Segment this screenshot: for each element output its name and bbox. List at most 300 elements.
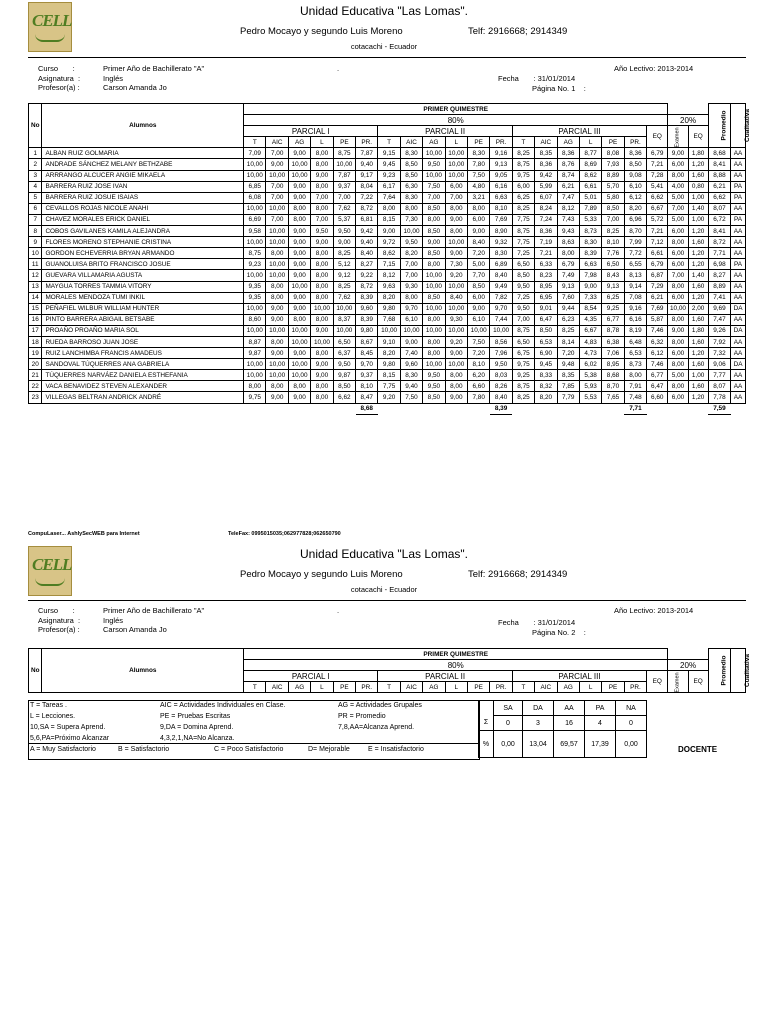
grade-cell: 6,10 <box>400 314 422 325</box>
student-row <box>29 148 746 159</box>
grade-cell: 8,67 <box>356 336 378 347</box>
grade-cell: 8,27 <box>708 270 730 281</box>
school-city: cotacachi - Ecuador <box>350 42 418 51</box>
grade-cell: 9,00 <box>266 159 288 170</box>
grade-cell: 10,00 <box>266 359 288 370</box>
grade-cell: 7,21 <box>647 226 668 237</box>
grade-cell: 8,37 <box>333 314 355 325</box>
grade-cell: 6,25 <box>512 192 534 203</box>
grade-cell: 6,81 <box>356 214 378 225</box>
grade-cell: AA <box>731 226 746 237</box>
grade-cell: 8,13 <box>624 270 646 281</box>
grade-cell: 9,00 <box>288 192 310 203</box>
grade-cell: 5,38 <box>579 370 601 381</box>
grade-cell: AA <box>731 348 746 359</box>
grade-cell: 9,70 <box>356 359 378 370</box>
grade-cell: 8,00 <box>311 148 333 159</box>
grade-cell: 8,00 <box>311 292 333 303</box>
grade-cell: 7,00 <box>445 192 467 203</box>
grade-cell: DA <box>731 325 746 336</box>
subject-value: Inglés <box>103 73 124 83</box>
student-row <box>29 303 746 314</box>
grade-cell: 8,00 <box>467 203 489 214</box>
grade-cell: 10,00 <box>445 303 467 314</box>
grade-cell: 9,25 <box>512 370 534 381</box>
grade-cell: 3,21 <box>467 192 489 203</box>
grade-cell: 7,00 <box>311 214 333 225</box>
grade-cell: 8,50 <box>624 159 646 170</box>
grade-cell: 7,00 <box>602 214 624 225</box>
grade-cell: 5,00 <box>668 370 688 381</box>
grade-cell: 8,95 <box>602 359 624 370</box>
grade-cell: 17 <box>29 325 42 336</box>
grade-cell: 6,21 <box>557 181 579 192</box>
grade-cell: PA <box>731 214 746 225</box>
grade-cell: 8,45 <box>356 348 378 359</box>
summary-table: SA DA AA PA NA Σ 0 3 16 4 0 % 0,00 13,04 69,57 17,39 0,00 <box>478 700 647 758</box>
grade-cell: 8,75 <box>244 248 266 259</box>
grade-cell: 10,00 <box>333 325 355 336</box>
grade-cell: 6,00 <box>668 292 688 303</box>
teacher-value: Carson Amanda Jo <box>103 83 167 92</box>
grade-cell: 8,00 <box>266 248 288 259</box>
grade-cell: 9,00 <box>445 348 467 359</box>
grade-cell: 8,47 <box>356 392 378 403</box>
student-name: VACA BENAVIDEZ STEVEN ALEXANDER <box>42 381 244 392</box>
grade-cell: 10,00 <box>288 325 310 336</box>
grade-cell: 6,16 <box>624 314 646 325</box>
grade-cell: 8,73 <box>579 226 601 237</box>
grade-cell: 4,73 <box>579 348 601 359</box>
grade-cell: 8,00 <box>311 270 333 281</box>
totals-row <box>29 403 746 414</box>
grade-cell: 7,32 <box>708 348 730 359</box>
grade-cell: 9,00 <box>579 281 601 292</box>
grade-cell: 7,00 <box>266 181 288 192</box>
grade-cell: 16 <box>29 314 42 325</box>
grade-cell: 8,30 <box>400 370 422 381</box>
grade-cell: 6,12 <box>647 348 668 359</box>
student-name: GORDON ECHEVERRIA BRYAN ARMANDO <box>42 248 244 259</box>
grade-cell: 6,30 <box>400 181 422 192</box>
grade-cell: 8,26 <box>490 381 512 392</box>
grade-cell: 7,70 <box>467 270 489 281</box>
grade-cell: AA <box>731 292 746 303</box>
col-header: L <box>311 137 333 148</box>
student-row <box>29 159 746 170</box>
grade-cell: 8,15 <box>378 370 400 381</box>
student-row <box>29 214 746 225</box>
grade-cell: PA <box>731 181 746 192</box>
grade-cell: 8,25 <box>602 226 624 237</box>
grade-cell: 9,01 <box>535 303 557 314</box>
col-header: T <box>244 682 266 693</box>
student-row <box>29 336 746 347</box>
student-name: GUANOLUISA BRITO FRANCISCO JOSUE <box>42 259 244 270</box>
grade-cell: 7,80 <box>467 392 489 403</box>
grade-cell: 1,20 <box>688 348 708 359</box>
grade-cell: 8,20 <box>535 392 557 403</box>
grade-cell: 10,00 <box>288 170 310 181</box>
grade-cell: 8,72 <box>708 237 730 248</box>
col-header: L <box>445 137 467 148</box>
docente-signature-label: DOCENTE <box>678 745 718 754</box>
grade-cell: 8,40 <box>490 392 512 403</box>
grade-cell: 7,28 <box>647 170 668 181</box>
grade-cell: 10,00 <box>288 281 310 292</box>
grade-cell: 7,48 <box>624 392 646 403</box>
school-logo-2: CELL <box>28 546 72 596</box>
grade-cell: 10,00 <box>266 203 288 214</box>
student-name: ALBAN RUIZ GOLMARIA <box>42 148 244 159</box>
grade-cell: 7,76 <box>602 248 624 259</box>
grade-cell: 9,60 <box>400 359 422 370</box>
grade-cell: 9,00 <box>266 392 288 403</box>
grade-cell: 6,53 <box>535 336 557 347</box>
grade-cell: 8,15 <box>378 214 400 225</box>
grade-cell: 8,00 <box>311 314 333 325</box>
grade-cell: 9,00 <box>266 303 288 314</box>
grade-cell: 9,14 <box>624 281 646 292</box>
grade-cell: 6,00 <box>668 348 688 359</box>
grade-cell: 9,15 <box>378 148 400 159</box>
grade-cell: 6,75 <box>512 348 534 359</box>
grade-cell: 8,00 <box>311 381 333 392</box>
grade-cell: 9,00 <box>668 148 688 159</box>
grade-cell: 7,87 <box>356 148 378 159</box>
grade-cell: 8,30 <box>490 248 512 259</box>
col-header: AIC <box>535 137 557 148</box>
footer-software: CompuLaser... AshlySecWEB para Internet <box>28 531 140 537</box>
grade-cell: 9,06 <box>708 359 730 370</box>
grade-cell: 10,00 <box>288 336 310 347</box>
grade-cell: 8,00 <box>266 292 288 303</box>
grade-cell: 6,61 <box>579 181 601 192</box>
grade-cell: 6,77 <box>647 370 668 381</box>
grade-cell: 10,00 <box>288 359 310 370</box>
grade-cell: 8,50 <box>333 381 355 392</box>
grade-cell: 14 <box>29 292 42 303</box>
grade-cell: 10,00 <box>266 237 288 248</box>
grade-cell: 7,41 <box>708 292 730 303</box>
school-logo: CELL <box>28 2 72 52</box>
grade-cell: 5,00 <box>467 259 489 270</box>
grade-cell: 8,25 <box>512 392 534 403</box>
info-labels-2: Curso : Asignatura : Profesor(a) : <box>38 606 81 634</box>
grade-cell: 9,25 <box>602 303 624 314</box>
grade-cell: 9,50 <box>512 303 534 314</box>
col-header: PR. <box>624 682 646 693</box>
grade-cell: 9,30 <box>445 314 467 325</box>
grade-cell: 8,36 <box>624 148 646 159</box>
grade-cell: 8,00 <box>423 336 445 347</box>
grade-cell: 9,00 <box>288 392 310 403</box>
grade-cell: 6,50 <box>333 336 355 347</box>
grade-cell: 6,72 <box>708 214 730 225</box>
col-header: L <box>579 137 601 148</box>
grade-cell: 8,54 <box>579 303 601 314</box>
grade-cell: 8,00 <box>668 170 688 181</box>
grade-cell: 8,50 <box>400 170 422 181</box>
grade-cell: 6,00 <box>512 181 534 192</box>
grade-cell: 10,00 <box>288 370 310 381</box>
grade-cell: 6,10 <box>624 181 646 192</box>
grade-cell: 2 <box>29 159 42 170</box>
grade-cell: 8,35 <box>557 370 579 381</box>
header-divider <box>28 57 746 58</box>
grade-cell: 9,20 <box>445 336 467 347</box>
grade-cell: 7,19 <box>535 237 557 248</box>
grade-cell: 1,20 <box>688 248 708 259</box>
grade-cell: 7,40 <box>400 348 422 359</box>
grade-cell: 7,93 <box>602 159 624 170</box>
grade-cell: 9,00 <box>423 237 445 248</box>
student-name: RUIZ LANCHIMBA FRANCIS AMADEUS <box>42 348 244 359</box>
grade-cell: 0,80 <box>688 181 708 192</box>
student-row <box>29 192 746 203</box>
grade-cell: 9,80 <box>378 359 400 370</box>
grade-cell: 7,50 <box>467 170 489 181</box>
grade-cell: 9,50 <box>423 381 445 392</box>
page-number-2: Página No. 2 : <box>532 628 586 637</box>
grade-cell: 5,87 <box>647 314 668 325</box>
grades-table <box>28 103 752 415</box>
grade-cell: 9,00 <box>288 248 310 259</box>
grade-cell: 9,30 <box>400 281 422 292</box>
grade-cell: 1,20 <box>688 392 708 403</box>
col-header: PE <box>333 137 355 148</box>
student-row <box>29 170 746 181</box>
grade-cell: AA <box>731 270 746 281</box>
grade-cell: 8,40 <box>467 237 489 248</box>
student-row <box>29 226 746 237</box>
grade-cell: PA <box>731 259 746 270</box>
grade-cell: 6,48 <box>624 336 646 347</box>
grade-cell: 10,00 <box>266 370 288 381</box>
grade-cell: 9,75 <box>244 392 266 403</box>
grade-cell: 8,39 <box>579 248 601 259</box>
grade-cell: 7,30 <box>400 214 422 225</box>
student-row <box>29 348 746 359</box>
grade-cell: 8,14 <box>557 336 579 347</box>
grade-cell: 7,69 <box>490 214 512 225</box>
col-header: PR. <box>356 682 378 693</box>
grade-cell: 7,89 <box>579 203 601 214</box>
grade-cell: 10,00 <box>266 226 288 237</box>
grade-cell: 7,46 <box>647 325 668 336</box>
grade-cell: 6,98 <box>708 259 730 270</box>
school-name: Unidad Educativa "Las Lomas". <box>300 4 468 18</box>
grade-cell: 6,79 <box>557 259 579 270</box>
grade-cell: 8,00 <box>288 214 310 225</box>
grade-cell: 10,00 <box>423 359 445 370</box>
grade-cell: 10,00 <box>467 325 489 336</box>
grade-cell: 8,00 <box>266 336 288 347</box>
grade-cell: 10,00 <box>244 303 266 314</box>
grade-cell: 5,70 <box>602 181 624 192</box>
grade-cell: 10,00 <box>445 237 467 248</box>
grade-cell: 6,62 <box>708 192 730 203</box>
grade-cell: 6,60 <box>467 381 489 392</box>
grade-cell: 8,62 <box>579 170 601 181</box>
grade-cell: 9,08 <box>624 170 646 181</box>
grade-cell: 6,63 <box>490 192 512 203</box>
grade-cell: 8,87 <box>244 336 266 347</box>
grade-cell: 8,00 <box>668 381 688 392</box>
student-row <box>29 281 746 292</box>
grade-cell: 6,77 <box>602 314 624 325</box>
grade-cell: 8,50 <box>400 159 422 170</box>
grade-cell: 9,00 <box>288 148 310 159</box>
grade-cell: 8,10 <box>467 359 489 370</box>
grade-cell: 5,41 <box>647 181 668 192</box>
grade-cell: 8,12 <box>378 270 400 281</box>
student-name: PROAÑO PROAÑO MARIA SOL <box>42 325 244 336</box>
grade-cell: 9,23 <box>378 170 400 181</box>
grade-cell: 9,70 <box>490 303 512 314</box>
grade-cell: 9,49 <box>490 281 512 292</box>
student-row <box>29 292 746 303</box>
col-header: PR. <box>356 137 378 148</box>
grade-cell: 9,58 <box>244 226 266 237</box>
grade-cell: 1,00 <box>688 192 708 203</box>
grade-cell: 10,00 <box>423 148 445 159</box>
col-header: AG <box>557 137 579 148</box>
grade-cell: 1,60 <box>688 336 708 347</box>
grade-cell: 10,00 <box>244 170 266 181</box>
info-values <box>103 64 204 93</box>
grade-cell: 5,00 <box>668 214 688 225</box>
grade-cell: 7,15 <box>378 259 400 270</box>
grade-cell: 9,00 <box>288 303 310 314</box>
grade-cell: 10,00 <box>266 325 288 336</box>
student-row <box>29 203 746 214</box>
student-name: RUEDA BARROSO JUAN JOSE <box>42 336 244 347</box>
grade-cell: 10,00 <box>288 159 310 170</box>
grade-cell: 7,00 <box>423 192 445 203</box>
grade-cell: 10,00 <box>266 259 288 270</box>
grade-cell: 9,00 <box>288 348 310 359</box>
grade-cell: 8,24 <box>535 203 557 214</box>
grade-cell: 8,25 <box>512 148 534 159</box>
grade-cell: 7,72 <box>624 248 646 259</box>
grade-cell: 10,00 <box>244 237 266 248</box>
grade-cell: 6,00 <box>467 292 489 303</box>
grade-cell: 7,00 <box>333 192 355 203</box>
grade-cell: 9,45 <box>378 159 400 170</box>
grade-cell: 7,06 <box>602 348 624 359</box>
grade-cell: 6,16 <box>490 181 512 192</box>
grade-cell: 6,50 <box>512 336 534 347</box>
grade-cell: 5,93 <box>579 381 601 392</box>
grade-cell: 8,00 <box>445 381 467 392</box>
grade-cell: 8,00 <box>668 237 688 248</box>
grade-cell: 8,00 <box>445 226 467 237</box>
grade-cell: 9,40 <box>356 237 378 248</box>
grade-cell: 1,60 <box>688 281 708 292</box>
grade-cell: 9,50 <box>512 281 534 292</box>
grade-cell: 6,00 <box>467 214 489 225</box>
grade-cell: 1,60 <box>688 314 708 325</box>
grade-cell: 8,90 <box>490 226 512 237</box>
grade-cell: 4,00 <box>668 181 688 192</box>
grade-cell: 10,00 <box>244 203 266 214</box>
grade-cell: AA <box>731 370 746 381</box>
grade-cell: 9,16 <box>490 148 512 159</box>
grade-cell: 9,50 <box>400 237 422 248</box>
grade-cell: 8,03 <box>490 370 512 381</box>
grade-cell: 7,77 <box>708 370 730 381</box>
grade-cell: 9,00 <box>288 270 310 281</box>
grade-cell: 10,00 <box>311 303 333 314</box>
grade-cell: 10 <box>29 248 42 259</box>
grade-cell: 7,20 <box>467 248 489 259</box>
grade-cell: 9,00 <box>311 359 333 370</box>
grade-cell: 7 <box>29 214 42 225</box>
grade-cell: 6,17 <box>378 181 400 192</box>
grade-cell: 8,50 <box>423 248 445 259</box>
grade-cell: PA <box>731 192 746 203</box>
grade-cell: 10,00 <box>400 226 422 237</box>
grade-cell: 10,00 <box>333 159 355 170</box>
student-name: ARRRANGO ALCUCER ANGIE MIKAELA <box>42 170 244 181</box>
parcial-2-header: PARCIAL II <box>378 126 512 137</box>
grade-cell: 6,02 <box>579 359 601 370</box>
grade-cell: 6,00 <box>445 181 467 192</box>
grade-cell: 8,20 <box>378 348 400 359</box>
grade-cell: 7,25 <box>512 248 534 259</box>
grade-cell: 6,95 <box>535 292 557 303</box>
school-city-2: cotacachi - Ecuador <box>350 585 418 594</box>
grade-cell: 9,00 <box>311 370 333 381</box>
grade-cell: 6,21 <box>647 292 668 303</box>
grade-cell: 9,00 <box>288 259 310 270</box>
grade-cell: 9,00 <box>311 325 333 336</box>
grade-cell: 4,35 <box>579 314 601 325</box>
grade-cell: 6,62 <box>647 192 668 203</box>
grade-cell: 9,13 <box>602 281 624 292</box>
grade-cell: 8,30 <box>467 148 489 159</box>
grade-cell: AA <box>731 336 746 347</box>
grade-cell: 8,50 <box>423 392 445 403</box>
grade-cell: 7,20 <box>557 348 579 359</box>
grade-cell: 7,50 <box>423 181 445 192</box>
grade-cell: 9,22 <box>356 270 378 281</box>
header-divider-2 <box>28 600 746 601</box>
grade-cell: 10,00 <box>490 325 512 336</box>
grade-cell: 7,12 <box>647 237 668 248</box>
grade-cell: 9,00 <box>378 226 400 237</box>
grade-cell: 1,40 <box>688 203 708 214</box>
grade-cell: 9,48 <box>557 359 579 370</box>
student-name: BARRERA RUIZ JOSE IVAN <box>42 181 244 192</box>
grade-cell: 10,00 <box>400 325 422 336</box>
grade-cell: 1,60 <box>688 237 708 248</box>
grade-cell: 7,33 <box>579 292 601 303</box>
grade-cell: 10,00 <box>266 270 288 281</box>
grade-cell: 9,44 <box>557 303 579 314</box>
column-average: 8,68 <box>356 403 378 414</box>
grade-cell: 8,72 <box>356 203 378 214</box>
grade-cell: 5,00 <box>668 192 688 203</box>
grade-cell: 2,00 <box>688 303 708 314</box>
grade-cell: 5,12 <box>333 259 355 270</box>
col-alumnos: Alumnos <box>42 104 244 148</box>
grade-cell: 5,80 <box>602 192 624 203</box>
grade-cell: 8,00 <box>668 314 688 325</box>
grade-cell: 9,35 <box>244 292 266 303</box>
grade-cell: 7,20 <box>467 348 489 359</box>
